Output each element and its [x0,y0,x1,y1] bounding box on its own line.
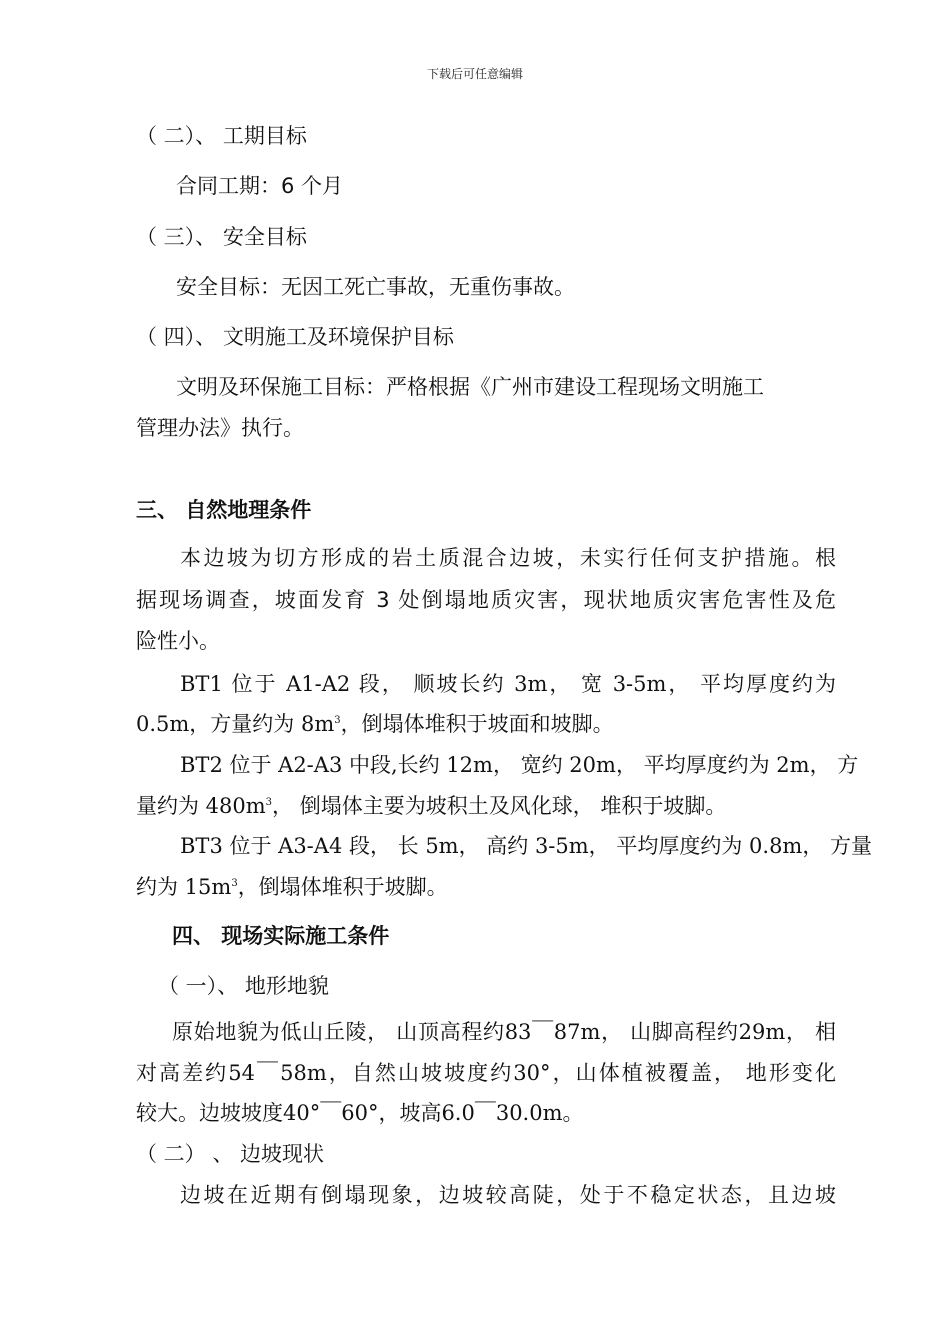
section-heading-safety: （ 三）、 安全目标 [136,225,307,249]
bt3-superscript: 3 [231,878,238,889]
bt2-line-2-text: 量约为 480m [136,794,266,818]
part4-subheading-terrain: （ 一）、 地形地貌 [158,974,329,998]
section-heading-civilized: （ 四）、 文明施工及环境保护目标 [136,325,454,349]
bt1-line-2-text: 0.5m，方量约为 8m [136,712,335,736]
bt1-line-2 [136,710,614,738]
bt2-superscript: 3 [265,797,273,808]
bt1-line-1: BT1 位于 A1-A2 段， 顺坡长约 3m， 宽 3-5m， 平均厚度约为 [180,672,836,696]
bt2-line-2-rest: ， 倒塌体主要为坡积土及风化球， 堆积于坡脚。 [272,794,727,818]
slope-para-line-1: 边坡在近期有倒塌现象，边坡较高陡，处于不稳定状态，且边坡 [180,1183,836,1207]
bt3-line-2-rest: ，倒塌体堆积于坡脚。 [237,875,448,899]
part3-title: 三、 自然地理条件 [136,498,312,522]
bt2-line-1: BT2 位于 A2-A3 中段,长约 12m， 宽约 20m， 平均厚度约为 2m， 方 [180,753,859,777]
bt2-line-2 [136,792,726,820]
civilized-text-line-2: 管理办法》执行。 [136,416,304,440]
bt3-line-2 [136,873,448,901]
page-header-note: 下载后可任意编辑 [426,67,523,81]
terrain-para-line-3: 较大。边坡坡度40°￣60°，坡高6.0￣30.0m。 [136,1101,584,1125]
terrain-para-line-2: 对高差约54￣58m，自然山坡坡度约30°，山体植被覆盖， 地形变化 [136,1061,836,1085]
bt3-line-2-text: 约为 15m [136,875,232,899]
schedule-text: 合同工期：6 个月 [176,174,344,198]
bt1-superscript: 3 [334,715,341,726]
bt3-line-1: BT3 位于 A3-A4 段， 长 5m， 高约 3-5m， 平均厚度约为 0.8m， 方量 [180,834,873,858]
part4-title: 四、 现场实际施工条件 [172,924,390,948]
part3-para1-line-3: 险性小。 [136,629,220,653]
part4-subheading-slope: （ 二） 、 边坡现状 [136,1142,325,1166]
section-heading-schedule: （ 二）、 工期目标 [136,124,307,148]
terrain-para-line-1: 原始地貌为低山丘陵， 山顶高程约83￣87m， 山脚高程约29m， 相 [172,1020,836,1044]
part3-para1-line-1: 本边坡为切方形成的岩土质混合边坡，未实行任何支护措施。根 [180,546,836,570]
civilized-text-line-1: 文明及环保施工目标：严格根据《广州市建设工程现场文明施工 [176,375,764,399]
bt1-line-2-rest: ，倒塌体堆积于坡面和坡脚。 [340,712,614,736]
safety-text: 安全目标：无因工死亡事故，无重伤事故。 [176,275,575,299]
part3-para1-line-2: 据现场调查，坡面发育 3 处倒塌地质灾害，现状地质灾害危害性及危 [136,588,836,612]
